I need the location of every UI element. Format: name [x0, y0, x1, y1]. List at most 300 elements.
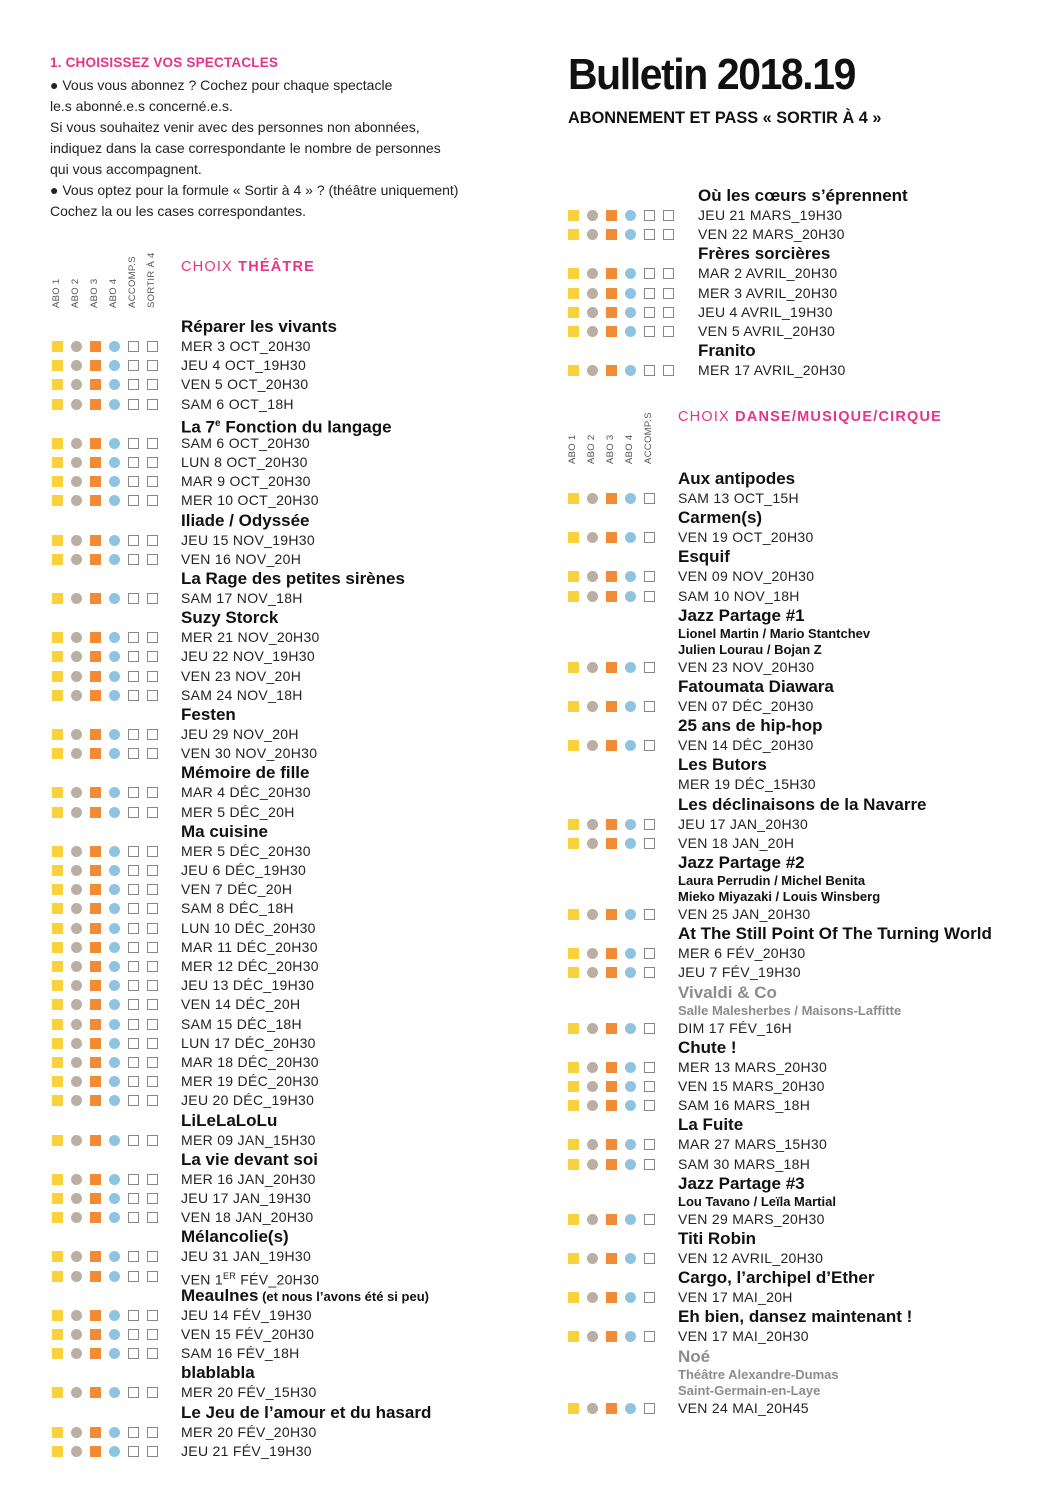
abo3-checkbox[interactable]: [606, 1253, 617, 1264]
abo2-checkbox[interactable]: [71, 787, 82, 798]
abo4-checkbox[interactable]: [109, 554, 120, 565]
accomp-checkbox[interactable]: [128, 1387, 139, 1398]
abo2-checkbox[interactable]: [71, 1348, 82, 1359]
abo4-checkbox[interactable]: [625, 1023, 636, 1034]
accomp-checkbox[interactable]: [128, 748, 139, 759]
abo1-checkbox[interactable]: [52, 476, 63, 487]
accomp-checkbox[interactable]: [128, 884, 139, 895]
abo1-checkbox[interactable]: [52, 1329, 63, 1340]
accomp-checkbox[interactable]: [644, 532, 655, 543]
abo2-checkbox[interactable]: [587, 1100, 598, 1111]
abo4-checkbox[interactable]: [625, 967, 636, 978]
accomp-checkbox[interactable]: [128, 1310, 139, 1321]
abo4-checkbox[interactable]: [109, 495, 120, 506]
abo3-checkbox[interactable]: [90, 1427, 101, 1438]
abo1-checkbox[interactable]: [52, 360, 63, 371]
abo4-checkbox[interactable]: [109, 1348, 120, 1359]
abo1-checkbox[interactable]: [52, 341, 63, 352]
abo2-checkbox[interactable]: [71, 671, 82, 682]
abo4-checkbox[interactable]: [109, 632, 120, 643]
accomp-checkbox[interactable]: [128, 457, 139, 468]
accomp-checkbox[interactable]: [128, 438, 139, 449]
accomp-checkbox[interactable]: [644, 571, 655, 582]
accomp-checkbox[interactable]: [128, 903, 139, 914]
sortir-a-4-checkbox[interactable]: [663, 288, 674, 299]
abo2-checkbox[interactable]: [71, 980, 82, 991]
abo1-checkbox[interactable]: [52, 846, 63, 857]
abo2-checkbox[interactable]: [587, 268, 598, 279]
abo3-checkbox[interactable]: [606, 838, 617, 849]
sortir-a-4-checkbox[interactable]: [147, 1310, 158, 1321]
sortir-a-4-checkbox[interactable]: [663, 268, 674, 279]
abo3-checkbox[interactable]: [90, 1038, 101, 1049]
abo3-checkbox[interactable]: [90, 865, 101, 876]
abo4-checkbox[interactable]: [109, 438, 120, 449]
abo3-checkbox[interactable]: [90, 1135, 101, 1146]
abo4-checkbox[interactable]: [109, 379, 120, 390]
abo2-checkbox[interactable]: [71, 884, 82, 895]
abo1-checkbox[interactable]: [52, 1348, 63, 1359]
abo2-checkbox[interactable]: [587, 307, 598, 318]
abo2-checkbox[interactable]: [587, 229, 598, 240]
abo4-checkbox[interactable]: [625, 1292, 636, 1303]
abo1-checkbox[interactable]: [568, 701, 579, 712]
abo2-checkbox[interactable]: [71, 1329, 82, 1340]
accomp-checkbox[interactable]: [644, 1292, 655, 1303]
abo2-checkbox[interactable]: [71, 535, 82, 546]
sortir-a-4-checkbox[interactable]: [147, 1193, 158, 1204]
accomp-checkbox[interactable]: [128, 671, 139, 682]
abo2-checkbox[interactable]: [71, 1387, 82, 1398]
abo2-checkbox[interactable]: [71, 495, 82, 506]
abo4-checkbox[interactable]: [625, 819, 636, 830]
accomp-checkbox[interactable]: [128, 535, 139, 546]
abo1-checkbox[interactable]: [52, 1251, 63, 1262]
abo4-checkbox[interactable]: [109, 1174, 120, 1185]
abo3-checkbox[interactable]: [90, 495, 101, 506]
abo1-checkbox[interactable]: [52, 923, 63, 934]
accomp-checkbox[interactable]: [644, 1062, 655, 1073]
abo4-checkbox[interactable]: [625, 838, 636, 849]
accomp-checkbox[interactable]: [128, 865, 139, 876]
abo1-checkbox[interactable]: [52, 961, 63, 972]
abo2-checkbox[interactable]: [71, 729, 82, 740]
abo2-checkbox[interactable]: [71, 748, 82, 759]
abo1-checkbox[interactable]: [568, 909, 579, 920]
abo4-checkbox[interactable]: [109, 457, 120, 468]
sortir-a-4-checkbox[interactable]: [147, 1212, 158, 1223]
abo4-checkbox[interactable]: [109, 341, 120, 352]
abo3-checkbox[interactable]: [90, 980, 101, 991]
abo3-checkbox[interactable]: [90, 807, 101, 818]
abo2-checkbox[interactable]: [71, 961, 82, 972]
abo4-checkbox[interactable]: [625, 365, 636, 376]
accomp-checkbox[interactable]: [644, 819, 655, 830]
abo2-checkbox[interactable]: [587, 1081, 598, 1092]
abo1-checkbox[interactable]: [568, 229, 579, 240]
abo3-checkbox[interactable]: [606, 288, 617, 299]
accomp-checkbox[interactable]: [128, 690, 139, 701]
accomp-checkbox[interactable]: [644, 948, 655, 959]
sortir-a-4-checkbox[interactable]: [663, 365, 674, 376]
abo4-checkbox[interactable]: [109, 1212, 120, 1223]
abo4-checkbox[interactable]: [109, 671, 120, 682]
abo3-checkbox[interactable]: [90, 1348, 101, 1359]
abo4-checkbox[interactable]: [109, 1446, 120, 1457]
abo3-checkbox[interactable]: [606, 1331, 617, 1342]
abo4-checkbox[interactable]: [109, 399, 120, 410]
accomp-checkbox[interactable]: [128, 1095, 139, 1106]
abo1-checkbox[interactable]: [52, 495, 63, 506]
abo1-checkbox[interactable]: [52, 729, 63, 740]
sortir-a-4-checkbox[interactable]: [147, 457, 158, 468]
abo4-checkbox[interactable]: [109, 999, 120, 1010]
abo1-checkbox[interactable]: [568, 1403, 579, 1414]
abo4-checkbox[interactable]: [109, 1387, 120, 1398]
abo3-checkbox[interactable]: [90, 1057, 101, 1068]
accomp-checkbox[interactable]: [644, 1403, 655, 1414]
abo1-checkbox[interactable]: [568, 1081, 579, 1092]
abo3-checkbox[interactable]: [90, 399, 101, 410]
accomp-checkbox[interactable]: [644, 229, 655, 240]
abo4-checkbox[interactable]: [625, 210, 636, 221]
abo3-checkbox[interactable]: [606, 307, 617, 318]
abo3-checkbox[interactable]: [90, 903, 101, 914]
abo3-checkbox[interactable]: [90, 1310, 101, 1321]
abo1-checkbox[interactable]: [568, 1100, 579, 1111]
abo4-checkbox[interactable]: [109, 903, 120, 914]
abo3-checkbox[interactable]: [90, 1446, 101, 1457]
sortir-a-4-checkbox[interactable]: [663, 210, 674, 221]
accomp-checkbox[interactable]: [128, 980, 139, 991]
abo1-checkbox[interactable]: [52, 671, 63, 682]
accomp-checkbox[interactable]: [644, 740, 655, 751]
abo1-checkbox[interactable]: [52, 554, 63, 565]
abo4-checkbox[interactable]: [109, 748, 120, 759]
abo4-checkbox[interactable]: [109, 1095, 120, 1106]
abo1-checkbox[interactable]: [568, 1159, 579, 1170]
abo3-checkbox[interactable]: [90, 632, 101, 643]
abo2-checkbox[interactable]: [71, 1174, 82, 1185]
abo2-checkbox[interactable]: [587, 288, 598, 299]
accomp-checkbox[interactable]: [128, 1329, 139, 1340]
sortir-a-4-checkbox[interactable]: [147, 438, 158, 449]
abo1-checkbox[interactable]: [568, 1253, 579, 1264]
sortir-a-4-checkbox[interactable]: [147, 903, 158, 914]
sortir-a-4-checkbox[interactable]: [147, 787, 158, 798]
abo3-checkbox[interactable]: [90, 535, 101, 546]
abo3-checkbox[interactable]: [606, 1214, 617, 1225]
abo2-checkbox[interactable]: [71, 903, 82, 914]
accomp-checkbox[interactable]: [644, 909, 655, 920]
sortir-a-4-checkbox[interactable]: [663, 326, 674, 337]
sortir-a-4-checkbox[interactable]: [147, 690, 158, 701]
abo2-checkbox[interactable]: [71, 1057, 82, 1068]
abo3-checkbox[interactable]: [90, 1387, 101, 1398]
abo2-checkbox[interactable]: [71, 690, 82, 701]
abo2-checkbox[interactable]: [587, 948, 598, 959]
abo2-checkbox[interactable]: [71, 1427, 82, 1438]
accomp-checkbox[interactable]: [644, 1214, 655, 1225]
sortir-a-4-checkbox[interactable]: [147, 1348, 158, 1359]
abo3-checkbox[interactable]: [606, 740, 617, 751]
abo1-checkbox[interactable]: [52, 999, 63, 1010]
abo4-checkbox[interactable]: [109, 865, 120, 876]
abo2-checkbox[interactable]: [587, 1292, 598, 1303]
abo1-checkbox[interactable]: [52, 1446, 63, 1457]
sortir-a-4-checkbox[interactable]: [147, 379, 158, 390]
abo4-checkbox[interactable]: [625, 571, 636, 582]
accomp-checkbox[interactable]: [128, 1348, 139, 1359]
sortir-a-4-checkbox[interactable]: [147, 1251, 158, 1262]
abo2-checkbox[interactable]: [587, 493, 598, 504]
sortir-a-4-checkbox[interactable]: [147, 980, 158, 991]
sortir-a-4-checkbox[interactable]: [147, 1427, 158, 1438]
abo1-checkbox[interactable]: [52, 884, 63, 895]
abo4-checkbox[interactable]: [109, 690, 120, 701]
abo4-checkbox[interactable]: [625, 288, 636, 299]
accomp-checkbox[interactable]: [128, 1193, 139, 1204]
abo3-checkbox[interactable]: [90, 1193, 101, 1204]
abo1-checkbox[interactable]: [52, 632, 63, 643]
abo1-checkbox[interactable]: [568, 740, 579, 751]
abo2-checkbox[interactable]: [71, 1135, 82, 1146]
abo2-checkbox[interactable]: [71, 593, 82, 604]
abo3-checkbox[interactable]: [90, 1212, 101, 1223]
sortir-a-4-checkbox[interactable]: [147, 554, 158, 565]
abo4-checkbox[interactable]: [109, 360, 120, 371]
abo3-checkbox[interactable]: [90, 690, 101, 701]
sortir-a-4-checkbox[interactable]: [147, 846, 158, 857]
abo3-checkbox[interactable]: [90, 1329, 101, 1340]
accomp-checkbox[interactable]: [128, 1135, 139, 1146]
sortir-a-4-checkbox[interactable]: [147, 923, 158, 934]
abo2-checkbox[interactable]: [71, 1076, 82, 1087]
sortir-a-4-checkbox[interactable]: [147, 632, 158, 643]
accomp-checkbox[interactable]: [644, 288, 655, 299]
abo3-checkbox[interactable]: [90, 457, 101, 468]
accomp-checkbox[interactable]: [128, 1446, 139, 1457]
abo4-checkbox[interactable]: [109, 923, 120, 934]
abo2-checkbox[interactable]: [587, 1023, 598, 1034]
abo2-checkbox[interactable]: [71, 1271, 82, 1282]
accomp-checkbox[interactable]: [128, 1427, 139, 1438]
abo1-checkbox[interactable]: [568, 268, 579, 279]
abo4-checkbox[interactable]: [109, 787, 120, 798]
abo1-checkbox[interactable]: [52, 1174, 63, 1185]
abo1-checkbox[interactable]: [568, 1139, 579, 1150]
sortir-a-4-checkbox[interactable]: [147, 884, 158, 895]
abo2-checkbox[interactable]: [71, 651, 82, 662]
abo2-checkbox[interactable]: [71, 399, 82, 410]
sortir-a-4-checkbox[interactable]: [147, 360, 158, 371]
abo3-checkbox[interactable]: [606, 1062, 617, 1073]
abo3-checkbox[interactable]: [606, 1100, 617, 1111]
abo2-checkbox[interactable]: [587, 740, 598, 751]
abo4-checkbox[interactable]: [109, 980, 120, 991]
abo2-checkbox[interactable]: [587, 967, 598, 978]
sortir-a-4-checkbox[interactable]: [147, 399, 158, 410]
abo1-checkbox[interactable]: [568, 307, 579, 318]
abo1-checkbox[interactable]: [568, 662, 579, 673]
abo2-checkbox[interactable]: [71, 999, 82, 1010]
abo2-checkbox[interactable]: [71, 438, 82, 449]
abo3-checkbox[interactable]: [90, 748, 101, 759]
abo1-checkbox[interactable]: [52, 807, 63, 818]
abo4-checkbox[interactable]: [625, 307, 636, 318]
abo1-checkbox[interactable]: [52, 457, 63, 468]
abo2-checkbox[interactable]: [71, 1310, 82, 1321]
accomp-checkbox[interactable]: [128, 476, 139, 487]
abo2-checkbox[interactable]: [587, 532, 598, 543]
abo2-checkbox[interactable]: [71, 632, 82, 643]
abo3-checkbox[interactable]: [90, 1271, 101, 1282]
accomp-checkbox[interactable]: [128, 379, 139, 390]
abo1-checkbox[interactable]: [52, 1271, 63, 1282]
abo4-checkbox[interactable]: [625, 1331, 636, 1342]
sortir-a-4-checkbox[interactable]: [147, 1019, 158, 1030]
abo4-checkbox[interactable]: [109, 476, 120, 487]
accomp-checkbox[interactable]: [128, 807, 139, 818]
abo4-checkbox[interactable]: [109, 535, 120, 546]
accomp-checkbox[interactable]: [644, 701, 655, 712]
abo3-checkbox[interactable]: [90, 554, 101, 565]
abo1-checkbox[interactable]: [52, 748, 63, 759]
sortir-a-4-checkbox[interactable]: [663, 229, 674, 240]
abo2-checkbox[interactable]: [71, 554, 82, 565]
abo4-checkbox[interactable]: [625, 326, 636, 337]
abo4-checkbox[interactable]: [625, 662, 636, 673]
accomp-checkbox[interactable]: [128, 1019, 139, 1030]
abo1-checkbox[interactable]: [52, 942, 63, 953]
abo2-checkbox[interactable]: [587, 1214, 598, 1225]
abo1-checkbox[interactable]: [52, 865, 63, 876]
abo4-checkbox[interactable]: [109, 1271, 120, 1282]
sortir-a-4-checkbox[interactable]: [147, 807, 158, 818]
abo1-checkbox[interactable]: [52, 1057, 63, 1068]
sortir-a-4-checkbox[interactable]: [147, 748, 158, 759]
abo3-checkbox[interactable]: [606, 1403, 617, 1414]
accomp-checkbox[interactable]: [644, 1159, 655, 1170]
abo2-checkbox[interactable]: [587, 701, 598, 712]
sortir-a-4-checkbox[interactable]: [147, 535, 158, 546]
abo3-checkbox[interactable]: [606, 591, 617, 602]
sortir-a-4-checkbox[interactable]: [147, 1271, 158, 1282]
abo3-checkbox[interactable]: [606, 701, 617, 712]
abo1-checkbox[interactable]: [52, 690, 63, 701]
abo4-checkbox[interactable]: [109, 1329, 120, 1340]
accomp-checkbox[interactable]: [128, 923, 139, 934]
abo1-checkbox[interactable]: [568, 1214, 579, 1225]
abo3-checkbox[interactable]: [606, 1292, 617, 1303]
abo4-checkbox[interactable]: [109, 1076, 120, 1087]
abo1-checkbox[interactable]: [568, 967, 579, 978]
sortir-a-4-checkbox[interactable]: [147, 1446, 158, 1457]
sortir-a-4-checkbox[interactable]: [147, 999, 158, 1010]
abo3-checkbox[interactable]: [90, 671, 101, 682]
abo4-checkbox[interactable]: [625, 532, 636, 543]
accomp-checkbox[interactable]: [128, 729, 139, 740]
abo1-checkbox[interactable]: [52, 1212, 63, 1223]
abo1-checkbox[interactable]: [52, 980, 63, 991]
abo1-checkbox[interactable]: [52, 1135, 63, 1146]
abo4-checkbox[interactable]: [625, 740, 636, 751]
sortir-a-4-checkbox[interactable]: [147, 1174, 158, 1185]
abo1-checkbox[interactable]: [568, 591, 579, 602]
accomp-checkbox[interactable]: [644, 1139, 655, 1150]
abo2-checkbox[interactable]: [71, 1038, 82, 1049]
abo4-checkbox[interactable]: [109, 729, 120, 740]
accomp-checkbox[interactable]: [128, 961, 139, 972]
sortir-a-4-checkbox[interactable]: [147, 495, 158, 506]
abo1-checkbox[interactable]: [568, 1062, 579, 1073]
abo1-checkbox[interactable]: [568, 493, 579, 504]
abo3-checkbox[interactable]: [606, 819, 617, 830]
abo2-checkbox[interactable]: [71, 1446, 82, 1457]
sortir-a-4-checkbox[interactable]: [147, 593, 158, 604]
abo3-checkbox[interactable]: [90, 341, 101, 352]
accomp-checkbox[interactable]: [644, 967, 655, 978]
abo4-checkbox[interactable]: [109, 846, 120, 857]
abo4-checkbox[interactable]: [109, 1427, 120, 1438]
sortir-a-4-checkbox[interactable]: [147, 1387, 158, 1398]
abo3-checkbox[interactable]: [90, 961, 101, 972]
abo1-checkbox[interactable]: [52, 651, 63, 662]
abo4-checkbox[interactable]: [109, 961, 120, 972]
abo3-checkbox[interactable]: [90, 593, 101, 604]
abo4-checkbox[interactable]: [625, 591, 636, 602]
abo2-checkbox[interactable]: [71, 1251, 82, 1262]
abo3-checkbox[interactable]: [90, 1019, 101, 1030]
abo2-checkbox[interactable]: [71, 923, 82, 934]
abo4-checkbox[interactable]: [109, 942, 120, 953]
accomp-checkbox[interactable]: [128, 1076, 139, 1087]
abo4-checkbox[interactable]: [625, 909, 636, 920]
abo4-checkbox[interactable]: [625, 229, 636, 240]
abo2-checkbox[interactable]: [71, 1212, 82, 1223]
abo4-checkbox[interactable]: [109, 1057, 120, 1068]
abo1-checkbox[interactable]: [52, 1076, 63, 1087]
abo2-checkbox[interactable]: [71, 865, 82, 876]
abo3-checkbox[interactable]: [606, 948, 617, 959]
abo1-checkbox[interactable]: [52, 593, 63, 604]
abo3-checkbox[interactable]: [90, 651, 101, 662]
abo3-checkbox[interactable]: [90, 1251, 101, 1262]
abo1-checkbox[interactable]: [52, 1095, 63, 1106]
accomp-checkbox[interactable]: [128, 1251, 139, 1262]
sortir-a-4-checkbox[interactable]: [147, 942, 158, 953]
abo4-checkbox[interactable]: [625, 1253, 636, 1264]
accomp-checkbox[interactable]: [644, 326, 655, 337]
sortir-a-4-checkbox[interactable]: [147, 476, 158, 487]
abo2-checkbox[interactable]: [71, 942, 82, 953]
accomp-checkbox[interactable]: [644, 1081, 655, 1092]
abo2-checkbox[interactable]: [587, 909, 598, 920]
abo1-checkbox[interactable]: [568, 838, 579, 849]
abo3-checkbox[interactable]: [90, 884, 101, 895]
accomp-checkbox[interactable]: [644, 662, 655, 673]
accomp-checkbox[interactable]: [128, 846, 139, 857]
abo3-checkbox[interactable]: [606, 1081, 617, 1092]
abo1-checkbox[interactable]: [52, 438, 63, 449]
abo4-checkbox[interactable]: [625, 1062, 636, 1073]
abo1-checkbox[interactable]: [568, 288, 579, 299]
abo4-checkbox[interactable]: [109, 1251, 120, 1262]
abo3-checkbox[interactable]: [606, 1139, 617, 1150]
abo2-checkbox[interactable]: [71, 807, 82, 818]
abo1-checkbox[interactable]: [568, 326, 579, 337]
abo4-checkbox[interactable]: [625, 1403, 636, 1414]
